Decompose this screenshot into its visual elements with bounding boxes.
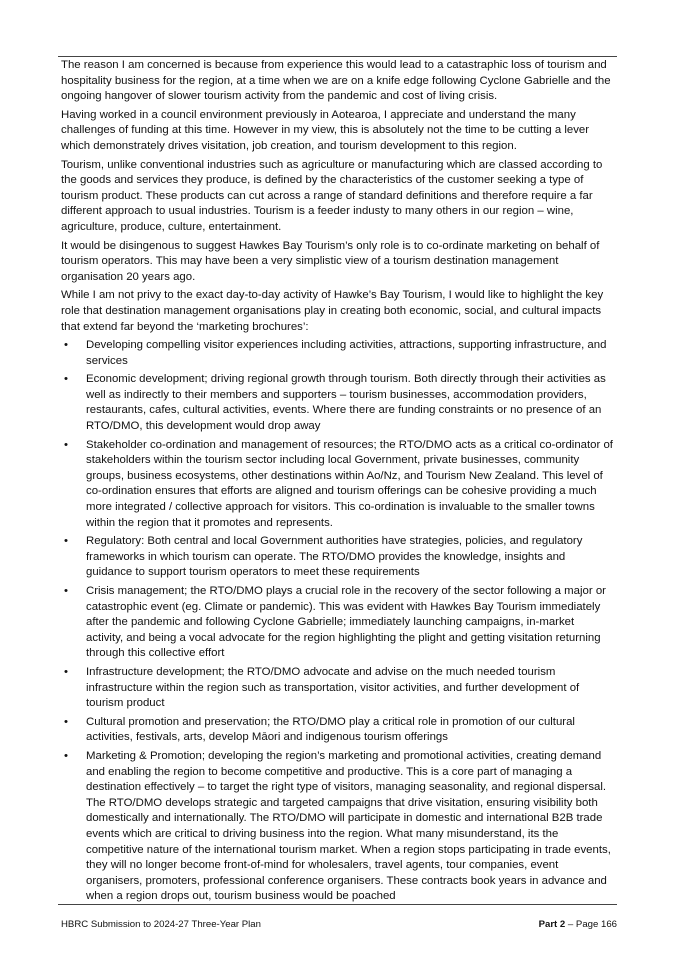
list-item-text: Crisis management; the RTO/DMO plays a crucial role in the recovery of the sector following a major or catastrophic event (eg. Climate or pandemic). This was evident with Hawkes Bay Tourism immediately after the pandemic and following Cyclone Gabrielle; immediately launching campaigns, in-market activity, and being a vocal advocate for the region highlighting the plight and getting visitation returning through this collective effort <box>86 585 606 660</box>
paragraph: The reason I am concerned is because from experience this would lead to a catastraphic loss of tourism and hospitality business for the region, at a time when we are on a knife edge following Cyclone Gabrielle and the ongoing hangover of slower tourism activity from the pandemic and cost of living crisis. <box>61 59 611 103</box>
document-title: HBRC Submission to 2024-27 Three-Year Plan <box>61 919 261 930</box>
bullet-icon: • <box>64 665 68 678</box>
list-item-text: Cultural promotion and preservation; the RTO/DMO play a critical role in promotion of our cultural activities, festivals, arts, develop Māori and indigenous tourism offerings <box>86 715 575 744</box>
page-reference <box>539 919 617 931</box>
list-item <box>61 534 614 581</box>
list-item-text: Economic development; driving regional growth through tourism. Both directly through their activities as well as indirectly to their members and supporters – tourism businesses, accommodation providers, restaurants, cafes, cultural activities, events. Where there are funding constraints or no presence of an RTO/DMO, this development would drop away <box>86 373 606 433</box>
list-item <box>61 438 614 532</box>
bullet-icon: • <box>64 438 68 451</box>
paragraph: Tourism, unlike conventional industries such as agriculture or manufacturing which are classed according to the goods and services they produce, is defined by the characteristics of the customer seeking a type of tourism product. These products can cut across a range of standard definitions and therefore require a far different approach to usual industries. Tourism is a feeder industy to many others in our region – wine, agriculture, produce, culture, entertainment. <box>61 158 603 233</box>
dmo-roles-list <box>61 338 614 905</box>
list-item <box>61 715 614 746</box>
paragraph: It would be disingenous to suggest Hawkes Bay Tourism’s only role is to co-ordinate marketing on behalf of tourism operators. This may have been a very simplistic view of a tourism destination management organisation 20 years ago. <box>61 239 600 283</box>
paragraph: Having worked in a council environment previously in Aotearoa, I appreciate and understand the many challenges of funding at this time. However in my view, this is absolutely not the time to be cutting a lever which demonstrately drives visitation, job creation, and tourism development to this region. <box>61 108 590 152</box>
list-item <box>61 584 614 662</box>
paragraph: While I am not privy to the exact day-to-day activity of Hawke’s Bay Tourism, I would like to highlight the key role that destination management organisations play in creating both economic, social, and cultural impacts that extend far beyond the ‘marketing brochures’: <box>61 289 604 333</box>
part-label: Part 2 <box>538 919 566 930</box>
list-item <box>61 372 614 434</box>
list-item-text: Regulatory: Both central and local Government authorities have strategies, policies, and regulatory frameworks in which tourism can operate. The RTO/DMO provides the knowledge, insights and guidance to support tourism operators to meet these requirements <box>86 535 583 579</box>
separator: – <box>565 919 576 930</box>
list-item-text: Marketing & Promotion; developing the region’s marketing and promotional activities, creating demand and enabling the region to become competitive and productive. This is a core part of managing a destination effectively – to target the right type of visitors, managing seasonality, and regional dispersal. The RTO/DMO develops strategic and targeted campaigns that drive visitation, ensuring visibility both domestically and internationally. The RTO/DMO will participate in domestic and international B2B trade events which are critical to driving business into the region. What many misunderstand, its the competitive nature of the international tourism market. When a region stops participating in trade events, they will no longer become front-of-mind for wholesalers, travel agents, tour companies, event organisers, promoters, professional conference organisers. These contracts book years in advance and when a region drops out, tourism business would be poached <box>86 749 611 903</box>
bullet-icon: • <box>64 339 68 352</box>
footer-rule <box>58 904 617 905</box>
list-item-text: Stakeholder co-ordination and management of resources; the RTO/DMO acts as a critical co-ordinator of stakeholders within the tourism sector including local Government, private businesses, community groups, business ecosystems, other destinations within Ao/Nz, and Tourism New Zealand. This level of co-ordination ensures that efforts are aligned and tourism offerings can be cohesive providing a much more integrated / collective approach for visitors. This co-ordination is invaluable to the smaller towns within the region that it promotes and represents. <box>86 438 613 529</box>
submission-body <box>61 58 614 908</box>
bullet-icon: • <box>64 585 68 597</box>
bullet-icon: • <box>64 535 68 548</box>
list-item <box>61 749 614 905</box>
list-item-text: Infrastructure development; the RTO/DMO advocate and advise on the much needed tourism infrastructure within the region such as transportation, visitor activities, and further development of tourism product <box>86 665 580 710</box>
page-number: Page 166 <box>575 919 617 930</box>
bullet-icon: • <box>64 373 68 386</box>
list-item-text: Developing compelling visitor experiences including activities, attractions, supporting infrastructure, and services <box>86 339 607 367</box>
list-item <box>61 338 614 369</box>
list-item <box>61 665 614 712</box>
header-rule <box>58 56 617 57</box>
bullet-icon: • <box>64 749 68 762</box>
bullet-icon: • <box>64 715 68 728</box>
